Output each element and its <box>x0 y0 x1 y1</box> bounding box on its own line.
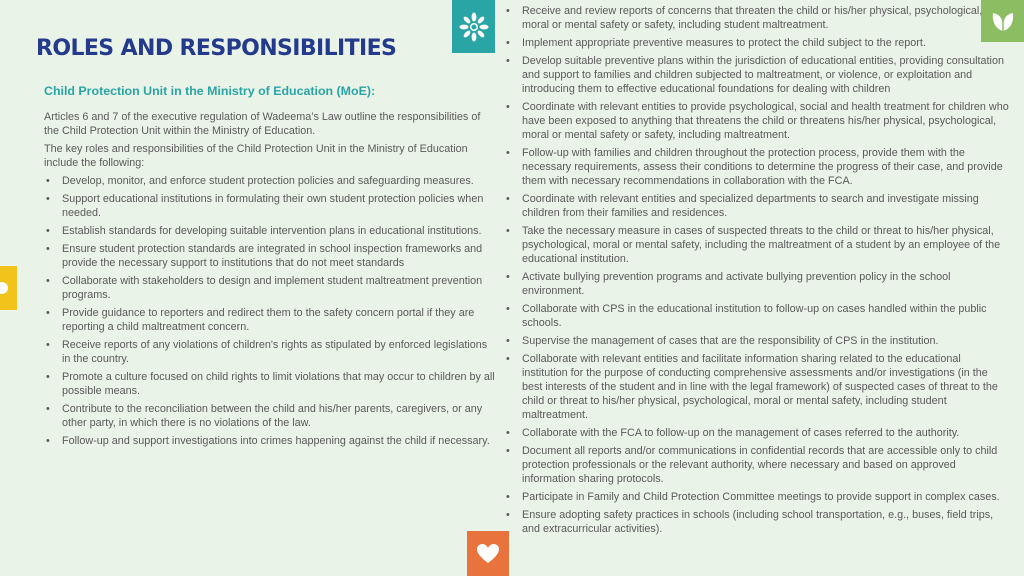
intro-paragraph: Articles 6 and 7 of the executive regulation of Wadeema’s Law outline the responsibilities of the Child Protection Unit within the Ministry of Education. <box>44 111 481 137</box>
list-item: • Collaborate with the FCA to follow-up on the management of cases referred to the authority. <box>504 426 1009 440</box>
list-item: • Collaborate with stakeholders to design and implement student maltreatment prevention programs. <box>44 274 496 302</box>
list-item: • Follow-up with families and children throughout the protection process, provide them with the necessary requirements, assess their conditions to determine the progress of their case, and provide them with necessary recommendations in collaboration with the FCA. <box>504 146 1009 188</box>
list-item: • Document all reports and/or communications in confidential records that are accessible only to child protection professionals or the relevant authority, where necessary and based on approved information sharing protocols. <box>504 444 1009 486</box>
flower-icon <box>452 0 495 53</box>
yellow-tab-icon <box>0 266 17 310</box>
list-item: • Promote a culture focused on child rights to limit violations that may occur to children by all possible means. <box>44 370 496 398</box>
list-item: • Collaborate with CPS in the educational institution to follow-up on cases handled within the public schools. <box>504 302 1009 330</box>
list-item: • Provide guidance to reporters and redirect them to the safety concern portal if they are reporting a child maltreatment concern. <box>44 306 496 334</box>
list-item: • Receive reports of any violations of children's rights as stipulated by enforced legislations in the country. <box>44 338 496 366</box>
list-item: • Take the necessary measure in cases of suspected threats to the child or threat to his/her physical, psychological, moral or mental safety, including the maltreatment of a student by an employee of the educational institution. <box>504 224 1009 266</box>
list-item: • Support educational institutions in formulating their own student protection policies when needed. <box>44 192 496 220</box>
list-item: • Coordinate with relevant entities to provide psychological, social and health treatment for children who have been exposed to anything that threatens the child or threatens his/her physical, psychological, moral or mental safety or safety, including maltreatment. <box>504 100 1009 142</box>
left-column <box>44 84 496 452</box>
list-item: • Establish standards for developing suitable intervention plans in educational institutions. <box>44 224 496 238</box>
unit-heading: Child Protection Unit in the Ministry of Education (MoE): <box>44 84 376 98</box>
list-item: • Contribute to the reconciliation between the child and his/her parents, caregivers, or any other party, in which there is no violations of the law. <box>44 402 496 430</box>
list-item: • Receive and review reports of concerns that threaten the child or his/her physical, psychological, moral or mental safety or safety, including student maltreatment. <box>504 4 1009 32</box>
page-title: ROLES AND RESPONSIBILITIES <box>36 36 397 61</box>
right-column <box>504 4 1009 540</box>
responsibilities-list <box>504 4 1009 536</box>
list-item: • Ensure student protection standards are integrated in school inspection frameworks and provide the necessary support to institutions that do not meet standards <box>44 242 496 270</box>
list-item: • Participate in Family and Child Protection Committee meetings to provide support in complex cases. <box>504 490 1009 504</box>
list-item: • Follow-up and support investigations into crimes happening against the child if necessary. <box>44 434 496 448</box>
heart-icon <box>467 531 509 576</box>
intro-paragraph: The key roles and responsibilities of the Child Protection Unit in the Ministry of Education include the following: <box>44 143 468 169</box>
responsibilities-list <box>44 174 496 448</box>
list-item: • Collaborate with relevant entities and facilitate information sharing related to the educational institution for the purpose of conducting comprehensive assessments and/or investigations (in the best interests of the student and in line with the legal framework) of suspected cases of threat to the child or threat to his/her physical, psychological, moral or mental safety, including student maltreatment. <box>504 352 1009 422</box>
list-item: • Activate bullying prevention programs and activate bullying prevention policy in the school environment. <box>504 270 1009 298</box>
list-item: • Develop, monitor, and enforce student protection policies and safeguarding measures. <box>44 174 496 188</box>
list-item: • Supervise the management of cases that are the responsibility of CPS in the institution. <box>504 334 1009 348</box>
list-item: • Coordinate with relevant entities and specialized departments to search and investigate missing children from their families and residences. <box>504 192 1009 220</box>
list-item: • Implement appropriate preventive measures to protect the child subject to the report. <box>504 36 1009 50</box>
list-item: • Ensure adopting safety practices in schools (including school transportation, e.g., buses, field trips, and extracurricular activities). <box>504 508 1009 536</box>
list-item: • Develop suitable preventive plans within the jurisdiction of educational entities, providing consultation and support to families and children subjected to maltreatment, or violence, or exploitation and introducing them to effective educational foundations for dealing with children <box>504 54 1009 96</box>
